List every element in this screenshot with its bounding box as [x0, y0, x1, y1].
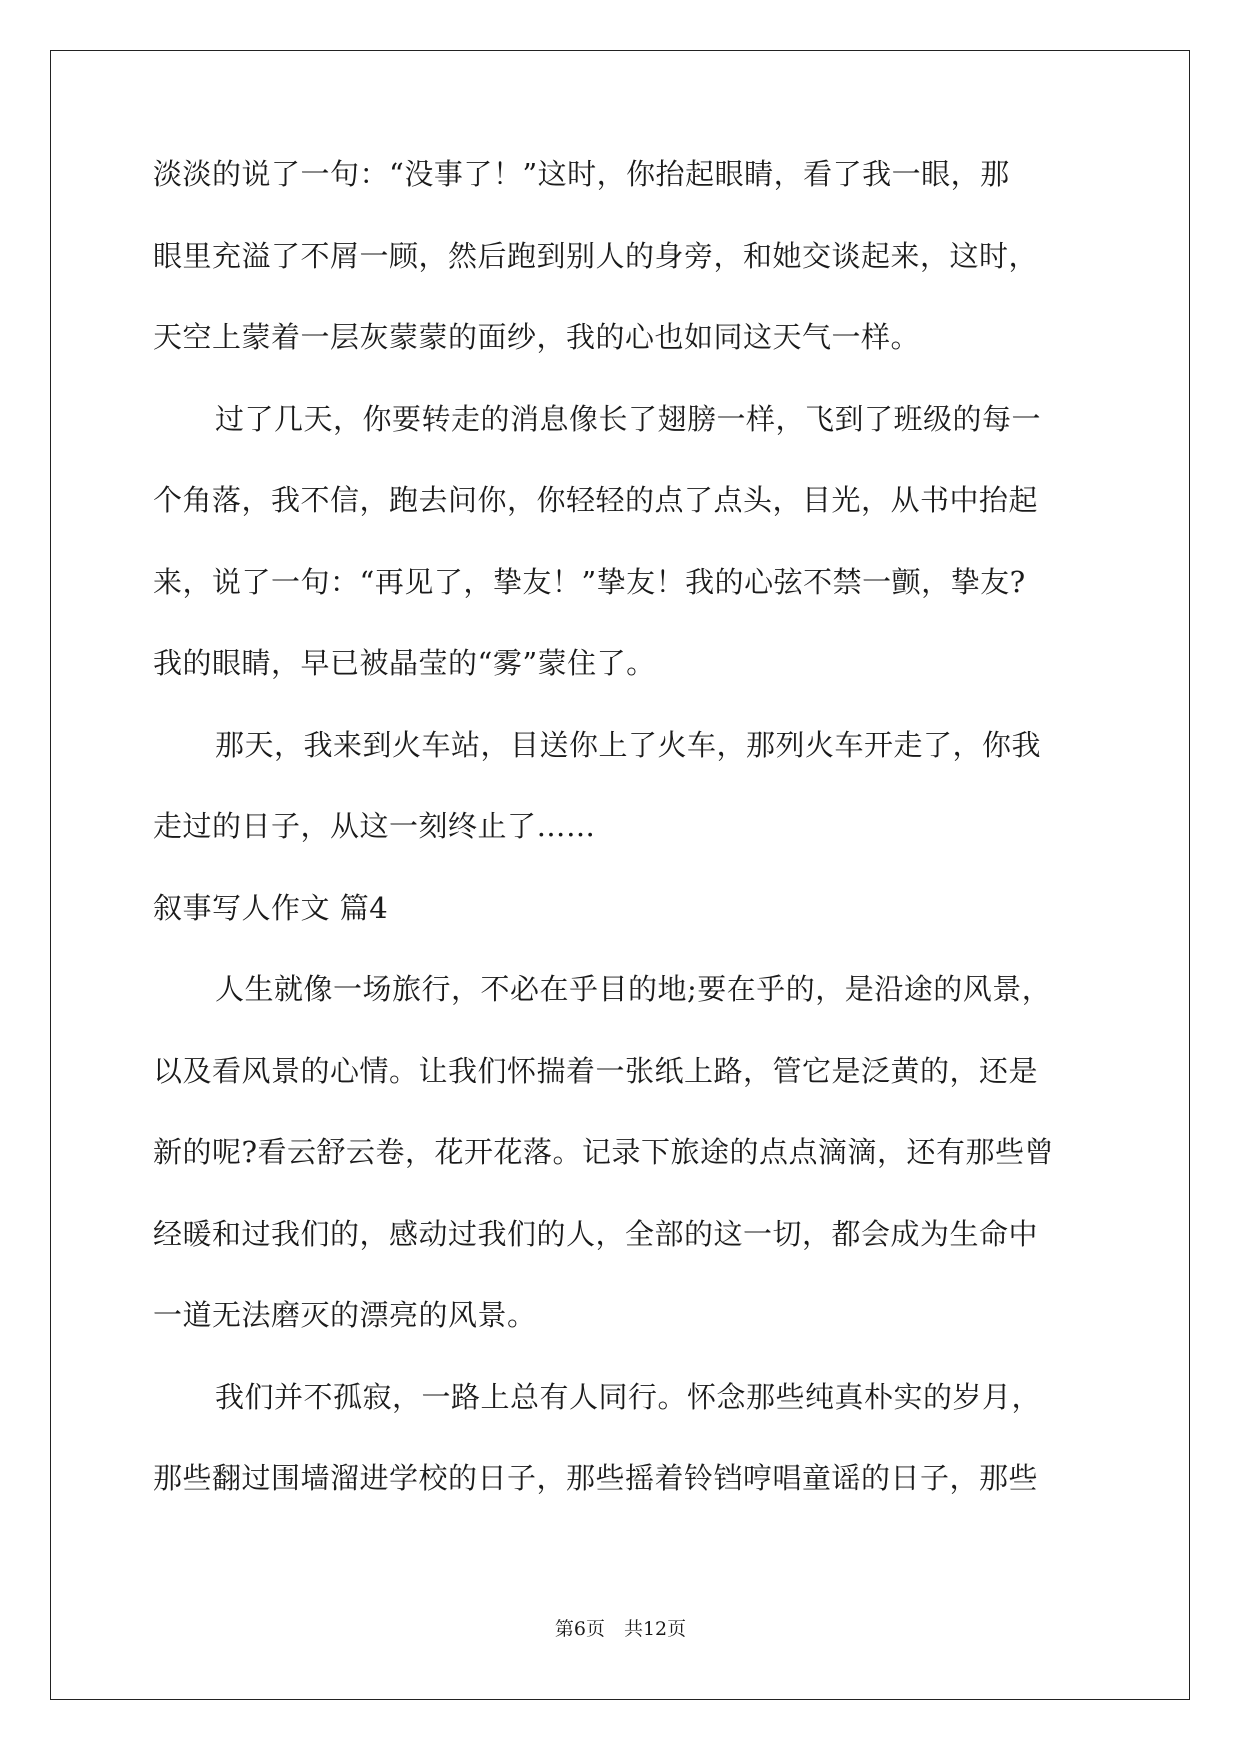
text-line: 眼里充溢了不屑一顾，然后跑到别人的身旁，和她交谈起来，这时，	[153, 238, 1039, 273]
text-line: 那天，我来到火车站，目送你上了火车，那列火车开走了，你我	[215, 727, 1042, 762]
text-line: 新的呢?看云舒云卷，花开花落。记录下旅途的点点滴滴，还有那些曾	[153, 1135, 1055, 1169]
text-line: 淡淡的说了一句：“没事了！”这时，你抬起眼睛，看了我一眼，那	[153, 157, 1010, 191]
text-line: 来，说了一句：“再见了，挚友！”挚友！我的心弦不禁一颤，挚友?	[153, 564, 1026, 599]
text-line: 一道无法磨灭的漂亮的风景。	[153, 1298, 537, 1332]
page-number-footer: 第6页 共12页	[554, 1618, 687, 1640]
text-line: 那些翻过围墙溜进学校的日子，那些摇着铃铛哼唱童谣的日子，那些	[153, 1461, 1039, 1495]
text-line: 经暖和过我们的，感动过我们的人，全部的这一切，都会成为生命中	[153, 1216, 1039, 1251]
text-line: 人生就像一场旅行，不必在乎目的地;要在乎的，是沿途的风景，	[215, 972, 1052, 1006]
text-line: 我的眼睛，早已被晶莹的“雾”蒙住了。	[153, 646, 656, 680]
section-heading: 叙事写人作文 篇4	[153, 890, 389, 925]
text-line: 走过的日子，从这一刻终止了……	[153, 809, 596, 843]
text-line: 我们并不孤寂，一路上总有人同行。怀念那些纯真朴实的岁月，	[215, 1379, 1042, 1414]
document-body	[153, 157, 1093, 1546]
text-line: 天空上蒙着一层灰蒙蒙的面纱，我的心也如同这天气一样。	[153, 320, 921, 354]
text-line: 过了几天，你要转走的消息像长了翅膀一样，飞到了班级的每一	[215, 401, 1042, 436]
text-line: 以及看风景的心情。让我们怀揣着一张纸上路，管它是泛黄的，还是	[153, 1053, 1039, 1088]
text-line: 个角落，我不信，跑去问你，你轻轻的点了点头，目光，从书中抬起	[153, 483, 1039, 517]
